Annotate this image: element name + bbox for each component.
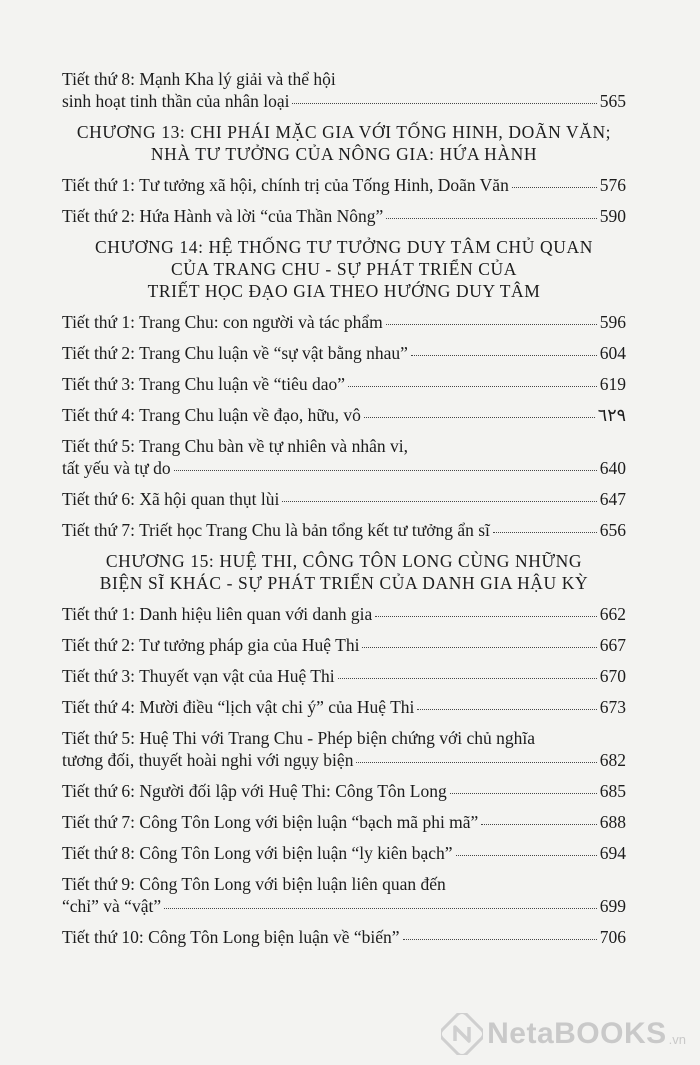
chapter-heading-line: CHƯƠNG 15: HUỆ THI, CÔNG TÔN LONG CÙNG NHỮNG [105, 551, 583, 571]
chapter-heading-line: NHÀ TƯ TƯỞNG CỦA NÔNG GIA: HỨA HÀNH [150, 144, 538, 164]
dot-leader [348, 386, 597, 387]
watermark-brand: NetaBOOKS [487, 1017, 667, 1050]
chapter-heading-line: TRIẾT HỌC ĐẠO GIA THEO HƯỚNG DUY TÂM [147, 281, 541, 301]
toc-page-number: 682 [599, 750, 626, 770]
toc-page-number: 656 [599, 520, 626, 540]
toc-entry-title: Tiết thứ 7: Triết học Trang Chu là bản tổng kết tư tưởng ẩn sĩ [62, 520, 490, 540]
dot-leader [292, 103, 596, 104]
toc-page-number: 565 [599, 91, 626, 111]
dot-leader [512, 187, 597, 188]
toc-entry-title: Tiết thứ 1: Trang Chu: con người và tác phẩm [62, 312, 383, 332]
dot-leader [364, 417, 595, 418]
toc-entry [62, 68, 626, 112]
dot-leader [456, 855, 597, 856]
toc-page-number: 685 [599, 781, 626, 801]
toc-entry-title: Tiết thứ 1: Tư tưởng xã hội, chính trị của Tống Hinh, Doãn Văn [62, 175, 509, 195]
toc-page-number: 673 [599, 697, 626, 717]
toc-entry-title: Tiết thứ 8: Công Tôn Long với biện luận “ly kiên bạch” [62, 843, 453, 863]
chapter-heading-line: CỦA TRANG CHU - SỰ PHÁT TRIỂN CỦA [171, 259, 517, 279]
dot-leader [375, 616, 597, 617]
toc-page-number: 640 [599, 458, 626, 478]
toc-page-number: 576 [599, 175, 626, 195]
toc-page-number: 590 [599, 206, 626, 226]
toc-page-number: 670 [599, 666, 626, 686]
toc-entry [62, 696, 626, 718]
toc-entry-title: Tiết thứ 8: Mạnh Kha lý giải và thể hội [62, 69, 336, 89]
toc-entry-title: sinh hoạt tinh thần của nhân loại [62, 91, 290, 111]
toc-page-number: 688 [599, 812, 626, 832]
toc-entry [62, 404, 626, 426]
dot-leader [356, 762, 596, 763]
toc-entry-title: Tiết thứ 2: Hứa Hành và lời “của Thần Nông” [62, 206, 384, 226]
toc-entry-title: Tiết thứ 3: Thuyết vạn vật của Huệ Thi [62, 666, 335, 686]
dot-leader [282, 501, 596, 502]
toc-page-number: 706 [599, 927, 626, 947]
chapter-heading-line: CHƯƠNG 14: HỆ THỐNG TƯ TƯỞNG DUY TÂM CHỦ QUAN [95, 237, 593, 257]
dot-leader [403, 939, 597, 940]
toc-entry [62, 205, 626, 227]
toc-entry [62, 435, 626, 479]
chapter-heading [62, 550, 626, 594]
toc-entry-title: Tiết thứ 6: Người đối lập với Huệ Thi: Công Tôn Long [62, 781, 447, 801]
toc-entry-title: Tiết thứ 5: Trang Chu bàn về tự nhiên và nhân vi, [62, 436, 408, 456]
toc-entry-title: “chỉ” và “vật” [62, 896, 162, 916]
toc-entry [62, 727, 626, 771]
toc-page-number: 604 [599, 343, 626, 363]
dot-leader [338, 678, 597, 679]
toc-entry-title: Tiết thứ 4: Trang Chu luận về đạo, hữu, vô [62, 405, 361, 425]
toc-page-number: 647 [599, 489, 626, 509]
toc-entry-title: Tiết thứ 10: Công Tôn Long biện luận về “biến” [62, 927, 400, 947]
toc-entry [62, 842, 626, 864]
toc-entry-title: Tiết thứ 5: Huệ Thi với Trang Chu - Phép biện chứng với chủ nghĩa [62, 728, 536, 748]
toc-entry-title: Tiết thứ 1: Danh hiệu liên quan với danh gia [62, 604, 373, 624]
toc-entry [62, 373, 626, 395]
dot-leader [386, 218, 596, 219]
toc-entry [62, 342, 626, 364]
chapter-heading-line: CHƯƠNG 13: CHI PHÁI MẶC GIA VỚI TỐNG HINH, DOÃN VĂN; [76, 122, 612, 142]
toc-entry [62, 873, 626, 917]
neta-logo-icon [441, 1013, 483, 1055]
watermark-suffix: .vn [668, 1032, 686, 1047]
toc-page-number: ٦٢٩ [597, 405, 626, 425]
toc-entry [62, 488, 626, 510]
toc-entry [62, 665, 626, 687]
dot-leader [450, 793, 597, 794]
dot-leader [417, 709, 596, 710]
toc-page-number: 662 [599, 604, 626, 624]
dot-leader [174, 470, 597, 471]
toc-page-number: 619 [599, 374, 626, 394]
dot-leader [493, 532, 597, 533]
chapter-heading [62, 121, 626, 165]
toc-entry-title: Tiết thứ 2: Tư tưởng pháp gia của Huệ Thi [62, 635, 360, 655]
toc-page-number: 699 [599, 896, 626, 916]
toc-entry [62, 603, 626, 625]
toc-page-number: 694 [599, 843, 626, 863]
toc-entry [62, 926, 626, 948]
toc-entry-title: Tiết thứ 9: Công Tôn Long với biện luận liên quan đến [62, 874, 446, 894]
toc-page-number: 667 [599, 635, 626, 655]
toc-entry [62, 811, 626, 833]
toc-entry [62, 634, 626, 656]
dot-leader [164, 908, 597, 909]
toc-page-number: 596 [599, 312, 626, 332]
chapter-heading-line: BIỆN SĨ KHÁC - SỰ PHÁT TRIỂN CỦA DANH GIA HẬU KỲ [99, 573, 589, 593]
toc-entry [62, 780, 626, 802]
watermark [441, 1013, 686, 1055]
toc-entry [62, 311, 626, 333]
table-of-contents [62, 68, 626, 957]
toc-entry-title: Tiết thứ 6: Xã hội quan thụt lùi [62, 489, 280, 509]
toc-entry-title: Tiết thứ 2: Trang Chu luận về “sự vật bằng nhau” [62, 343, 408, 363]
toc-entry-title: Tiết thứ 4: Mười điều “lịch vật chi ý” của Huệ Thi [62, 697, 415, 717]
toc-entry-title: tương đối, thuyết hoài nghi với ngụy biện [62, 750, 354, 770]
toc-entry-title: Tiết thứ 7: Công Tôn Long với biện luận “bạch mã phi mã” [62, 812, 479, 832]
dot-leader [481, 824, 596, 825]
dot-leader [362, 647, 596, 648]
toc-entry [62, 519, 626, 541]
chapter-heading [62, 236, 626, 302]
toc-entry-title: Tiết thứ 3: Trang Chu luận về “tiêu dao” [62, 374, 345, 394]
dot-leader [411, 355, 597, 356]
dot-leader [386, 324, 597, 325]
toc-entry [62, 174, 626, 196]
toc-entry-title: tất yếu và tự do [62, 458, 171, 478]
